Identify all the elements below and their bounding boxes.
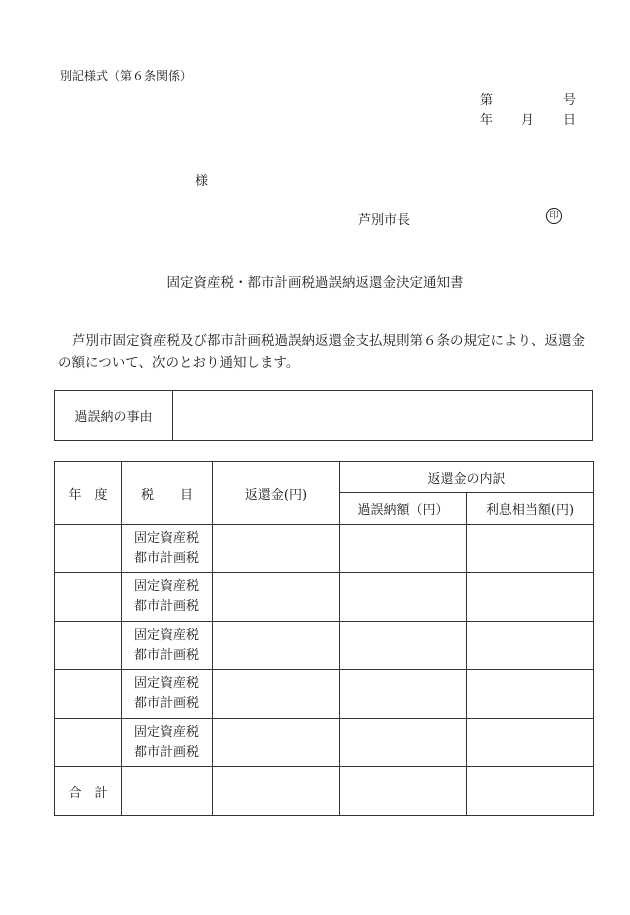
total-tax-item: [122, 767, 213, 816]
tax-name-city-planning: 都市計画税: [134, 744, 200, 760]
tax-name-fixed-asset: 固定資産税: [134, 724, 200, 740]
header-refund: 返還金(円): [213, 462, 340, 525]
body-text: 芦別市固定資産税及び都市計画税過誤納返還金支払規則第６条の規定により、返還金の額について、次のとおり通知します。: [58, 333, 585, 371]
total-row: [55, 767, 594, 816]
cell-overpaid[interactable]: [340, 670, 467, 719]
cell-tax-item: [122, 622, 213, 670]
tax-name-city-planning: 都市計画税: [134, 550, 200, 566]
cell-overpaid[interactable]: [340, 719, 467, 767]
date-year: 年: [480, 113, 494, 128]
refund-table: [54, 461, 594, 816]
header-tax-item: 税 目: [122, 462, 213, 525]
tax-name-fixed-asset: 固定資産税: [134, 579, 200, 594]
cell-year[interactable]: [55, 622, 122, 670]
total-overpaid[interactable]: [340, 767, 467, 816]
cell-refund[interactable]: [213, 622, 340, 670]
tax-name-fixed-asset: 固定資産税: [134, 627, 200, 643]
header-year: 年 度: [55, 462, 122, 525]
tax-name-fixed-asset: 固定資産税: [134, 676, 200, 691]
cell-interest[interactable]: [467, 719, 594, 767]
number-suffix: 号: [563, 93, 577, 108]
cell-overpaid[interactable]: [340, 573, 467, 622]
tax-name-city-planning: 都市計画税: [134, 599, 200, 614]
header-breakdown: 返還金の内訳: [340, 462, 594, 493]
total-interest[interactable]: [467, 767, 594, 816]
cell-interest[interactable]: [467, 622, 594, 670]
cell-overpaid[interactable]: [340, 622, 467, 670]
table-row: [55, 719, 594, 767]
total-refund[interactable]: [213, 767, 340, 816]
cell-refund[interactable]: [213, 525, 340, 573]
tax-name-city-planning: 都市計画税: [134, 696, 200, 711]
cell-year[interactable]: [55, 719, 122, 767]
date-month: 月: [521, 113, 535, 128]
date-day: 日: [563, 113, 577, 128]
issuer-name: 芦別市長: [358, 213, 411, 228]
cell-interest[interactable]: [467, 670, 594, 719]
cell-refund[interactable]: [213, 719, 340, 767]
number-prefix: 第: [480, 93, 494, 108]
cell-refund[interactable]: [213, 573, 340, 622]
header-overpaid: 過誤納額（円）: [340, 493, 467, 525]
reason-value-field[interactable]: [173, 391, 593, 441]
table-row: [55, 622, 594, 670]
cell-refund[interactable]: [213, 670, 340, 719]
header-interest: 利息相当額(円): [467, 493, 594, 525]
cell-tax-item: [122, 573, 213, 622]
seal-mark: 印: [546, 208, 562, 224]
table-row: [55, 670, 594, 719]
document-title: 固定資産税・都市計画税過誤納返還金決定通知書: [166, 275, 464, 291]
addressee-suffix: 様: [195, 174, 209, 189]
total-label: 合 計: [55, 767, 122, 816]
table-row: [55, 573, 594, 622]
tax-name-city-planning: 都市計画税: [134, 647, 200, 663]
cell-tax-item: [122, 670, 213, 719]
cell-interest[interactable]: [467, 573, 594, 622]
cell-tax-item: [122, 719, 213, 767]
reason-label: 過誤納の事由: [55, 391, 173, 441]
cell-year[interactable]: [55, 573, 122, 622]
cell-overpaid[interactable]: [340, 525, 467, 573]
table-row: [55, 525, 594, 573]
cell-interest[interactable]: [467, 525, 594, 573]
cell-year[interactable]: [55, 525, 122, 573]
cell-tax-item: [122, 525, 213, 573]
cell-year[interactable]: [55, 670, 122, 719]
reason-table: [54, 390, 593, 441]
form-label: 別記様式（第６条関係）: [60, 69, 193, 83]
tax-name-fixed-asset: 固定資産税: [134, 530, 200, 546]
